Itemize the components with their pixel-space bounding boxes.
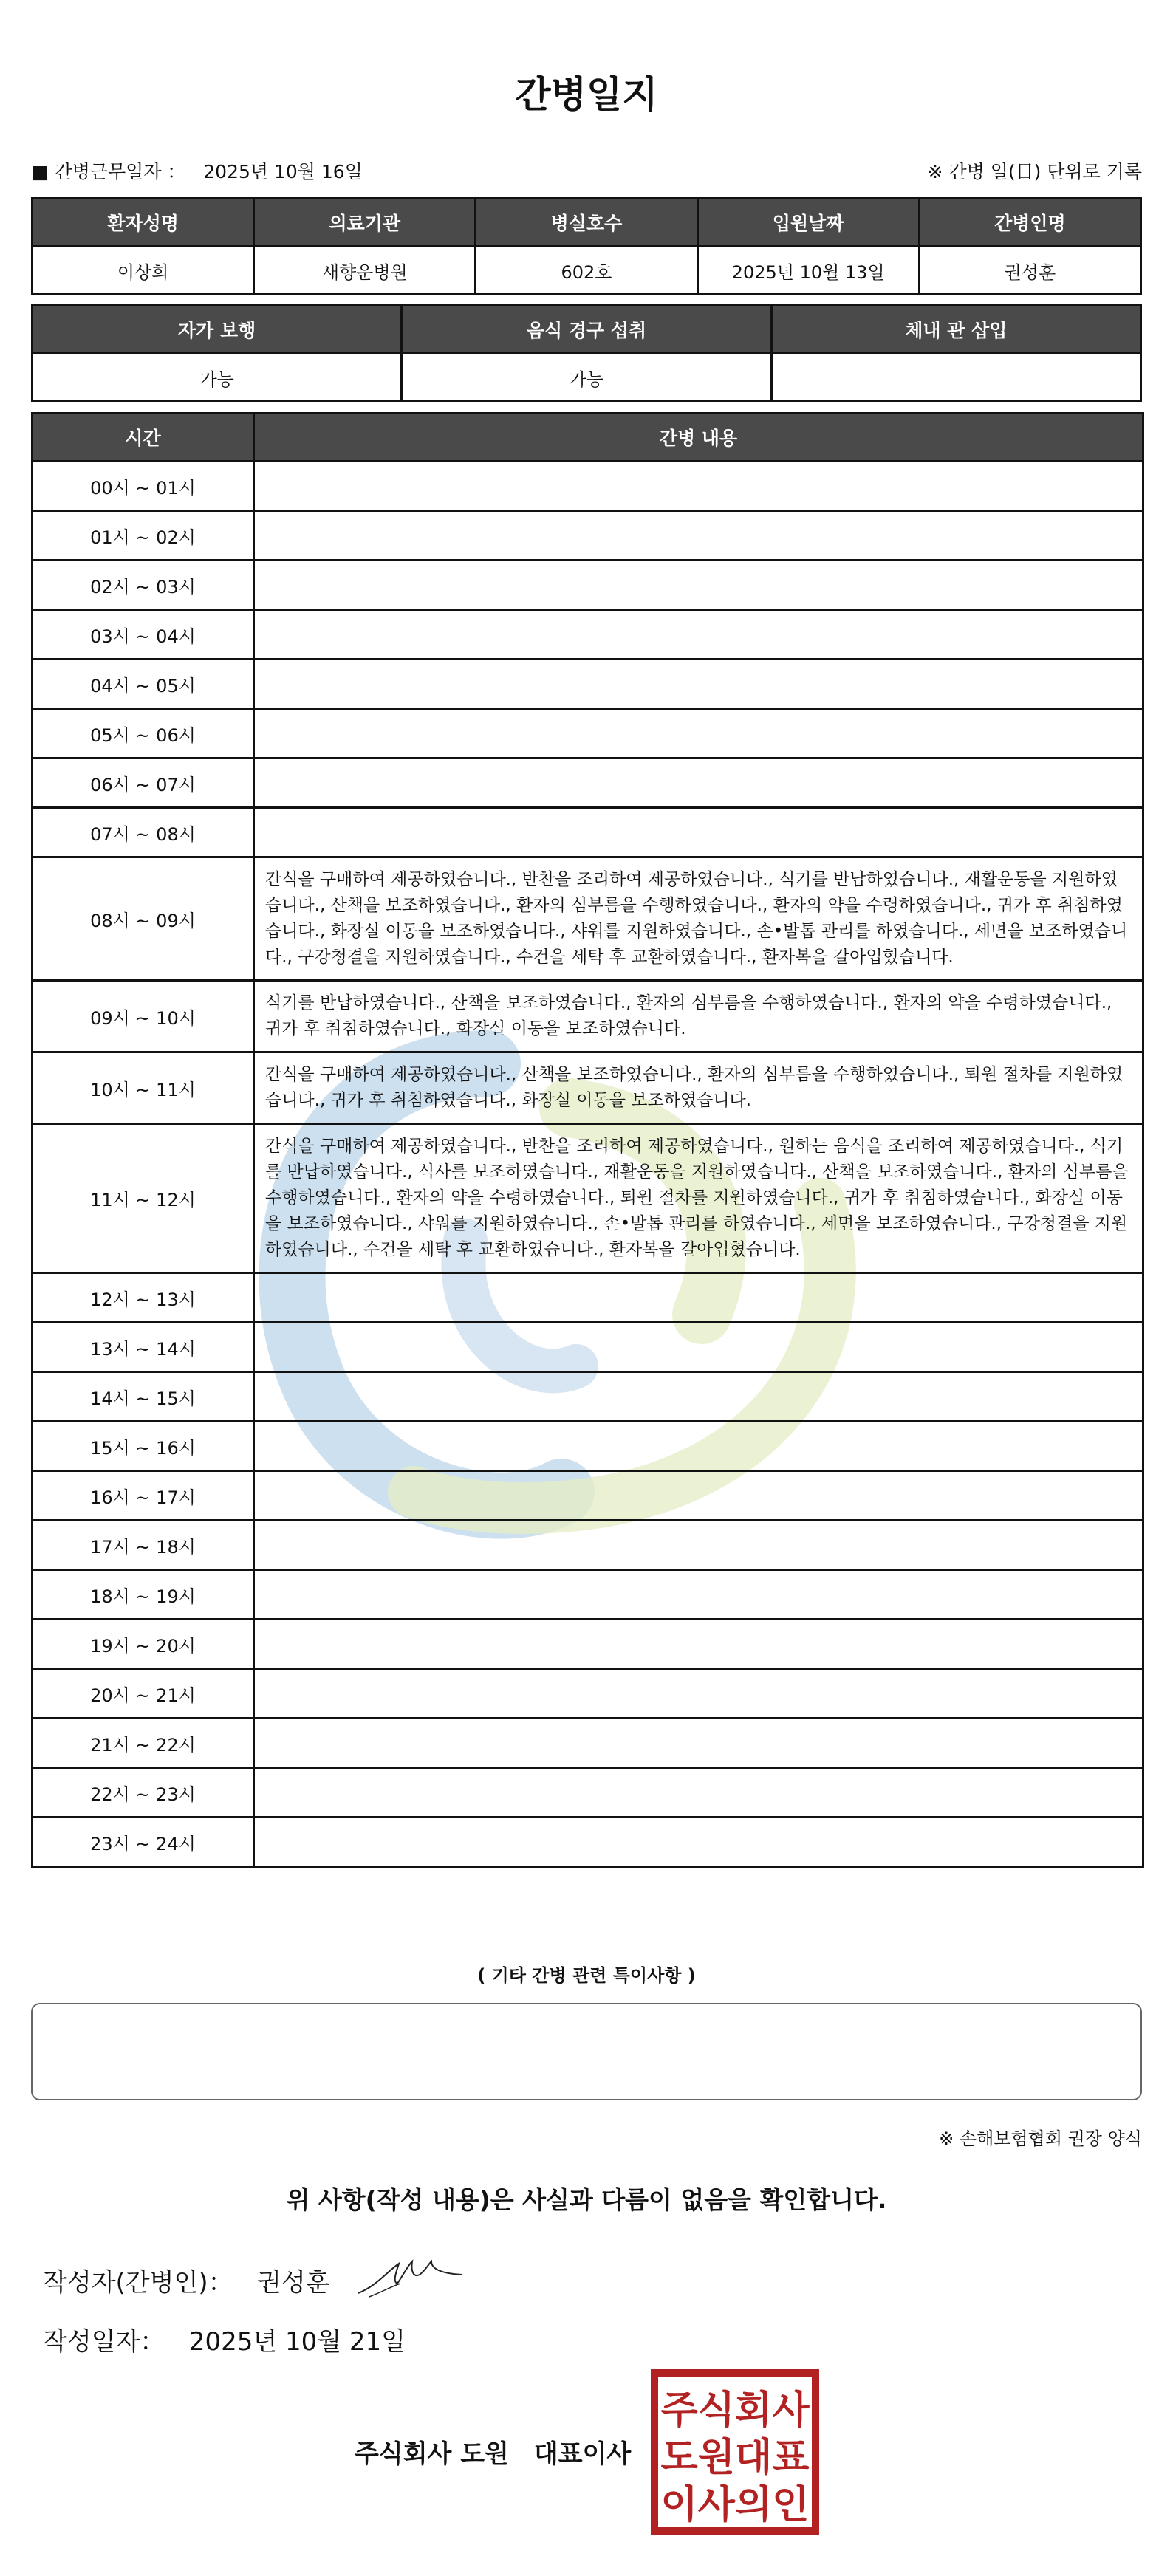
patient-info-table bbox=[31, 197, 1142, 295]
table-row bbox=[33, 1570, 1143, 1620]
row-time: 01시 ~ 02시 bbox=[33, 511, 254, 561]
table-row bbox=[33, 561, 1143, 610]
row-care-content bbox=[254, 610, 1143, 660]
written-date-line bbox=[43, 2321, 406, 2357]
tube-insertion-value bbox=[771, 354, 1140, 402]
header-patient-name: 환자성명 bbox=[33, 199, 254, 247]
table-row bbox=[33, 610, 1143, 660]
row-time: 07시 ~ 08시 bbox=[33, 808, 254, 857]
hospital-name: 새향운병원 bbox=[254, 247, 476, 295]
row-time: 09시 ~ 10시 bbox=[33, 981, 254, 1052]
row-care-content bbox=[254, 1818, 1143, 1867]
table-row bbox=[33, 1052, 1143, 1124]
row-time: 20시 ~ 21시 bbox=[33, 1669, 254, 1719]
row-care-content bbox=[254, 1669, 1143, 1719]
patient-status-table bbox=[31, 304, 1142, 402]
row-care-content: 간식을 구매하여 제공하였습니다., 산책을 보조하였습니다., 환자의 심부름을 수행하였습니다., 퇴원 절차를 지원하였습니다., 귀가 후 취침하였습니다., 화장실 이동을 보조하였습니다. bbox=[254, 1052, 1143, 1124]
row-time: 13시 ~ 14시 bbox=[33, 1323, 254, 1372]
written-date-label: 작성일자： bbox=[43, 2327, 165, 2357]
row-care-content: 간식을 구매하여 제공하였습니다., 반찬을 조리하여 제공하였습니다., 원하는 음식을 조리하여 제공하였습니다., 식기를 반납하였습니다., 식사를 보조하였습니다., 재활운동을 지원하였습니다., 산책을 보조하였습니다., 환자의 심부름을 수행하였습니다., 환자의 약을 수령하였습니다., 퇴원 절차를 지원하였습니다., 귀가 후 취침하였습니다., 화장실 이동을 보조하였습니다., 샤워를 지원하였습니다., 손•발톱 관리를 하였습니다., 세면을 보조하였습니다., 구강청결을 지원하였습니다., 수건을 세탁 후 교환하였습니다., 환자복을 갈아입혔습니다. bbox=[254, 1124, 1143, 1273]
remarks-title: ( 기타 간병 관련 특이사항 ) bbox=[477, 1965, 696, 1986]
table-row bbox=[33, 1372, 1143, 1422]
recommended-form-note: ※ 손해보험협회 권장 양식 bbox=[939, 2128, 1142, 2149]
admission-date: 2025년 10월 13일 bbox=[697, 247, 919, 295]
signature-image bbox=[355, 2245, 465, 2304]
table-row bbox=[33, 758, 1143, 808]
row-care-content bbox=[254, 1471, 1143, 1521]
row-care-content bbox=[254, 462, 1143, 511]
table-row bbox=[33, 511, 1143, 561]
table-row bbox=[33, 1719, 1143, 1768]
row-time: 10시 ~ 11시 bbox=[33, 1052, 254, 1124]
table-row bbox=[33, 1471, 1143, 1521]
table-row bbox=[33, 1124, 1143, 1273]
care-log-body bbox=[33, 462, 1143, 1867]
row-care-content bbox=[254, 1768, 1143, 1818]
header-care-content: 간병 내용 bbox=[254, 414, 1143, 462]
self-walking-value: 가능 bbox=[33, 354, 402, 402]
row-time: 11시 ~ 12시 bbox=[33, 1124, 254, 1273]
header-hospital: 의료기관 bbox=[254, 199, 476, 247]
table-row bbox=[33, 1521, 1143, 1570]
unit-note: ※ 간병 일(日) 단위로 기록 bbox=[927, 161, 1142, 182]
row-time: 23시 ~ 24시 bbox=[33, 1818, 254, 1867]
table-row bbox=[33, 857, 1143, 981]
table-row bbox=[33, 1818, 1143, 1867]
table-row bbox=[33, 1422, 1143, 1471]
row-care-content: 식기를 반납하였습니다., 산책을 보조하였습니다., 환자의 심부름을 수행하였습니다., 환자의 약을 수령하였습니다., 귀가 후 취침하였습니다., 화장실 이동을 보조하였습니다. bbox=[254, 981, 1143, 1052]
row-time: 05시 ~ 06시 bbox=[33, 709, 254, 758]
table-row bbox=[33, 1323, 1143, 1372]
table-row bbox=[33, 1273, 1143, 1323]
table-row bbox=[33, 660, 1143, 709]
header-oral-intake: 음식 경구 섭취 bbox=[402, 306, 771, 354]
remarks-box bbox=[31, 2003, 1142, 2100]
work-date bbox=[31, 157, 363, 184]
header-time: 시간 bbox=[33, 414, 254, 462]
table-row bbox=[33, 462, 1143, 511]
row-time: 16시 ~ 17시 bbox=[33, 1471, 254, 1521]
table-row bbox=[33, 709, 1143, 758]
row-time: 06시 ~ 07시 bbox=[33, 758, 254, 808]
table-row bbox=[33, 1669, 1143, 1719]
header-tube-insertion: 체내 관 삽입 bbox=[771, 306, 1140, 354]
row-time: 04시 ~ 05시 bbox=[33, 660, 254, 709]
row-care-content bbox=[254, 1422, 1143, 1471]
oral-intake-value: 가능 bbox=[402, 354, 771, 402]
seal-line-3: 이사의인 bbox=[660, 2483, 810, 2527]
work-date-value: 2025년 10월 16일 bbox=[203, 161, 363, 182]
table-row bbox=[33, 808, 1143, 857]
row-time: 18시 ~ 19시 bbox=[33, 1570, 254, 1620]
row-care-content bbox=[254, 561, 1143, 610]
company-representative: 주식회사 도원 대표이사 bbox=[355, 2439, 632, 2469]
row-care-content bbox=[254, 1719, 1143, 1768]
row-care-content bbox=[254, 1372, 1143, 1422]
table-row bbox=[33, 1620, 1143, 1669]
written-date-value: 2025년 10월 21일 bbox=[188, 2327, 406, 2357]
header-caregiver-name: 간병인명 bbox=[919, 199, 1140, 247]
confirmation-statement: 위 사항(작성 내용)은 사실과 다름이 없음을 확인합니다. bbox=[286, 2185, 887, 2214]
writer-name: 권성훈 bbox=[257, 2268, 330, 2298]
row-time: 15시 ~ 16시 bbox=[33, 1422, 254, 1471]
row-care-content bbox=[254, 1570, 1143, 1620]
row-care-content bbox=[254, 758, 1143, 808]
row-time: 00시 ~ 01시 bbox=[33, 462, 254, 511]
writer-line bbox=[43, 2262, 330, 2298]
header-room: 병실호수 bbox=[476, 199, 697, 247]
row-care-content bbox=[254, 1323, 1143, 1372]
writer-label: 작성자(간병인)： bbox=[43, 2268, 233, 2298]
row-time: 22시 ~ 23시 bbox=[33, 1768, 254, 1818]
row-care-content bbox=[254, 1521, 1143, 1570]
page-title: 간병일지 bbox=[515, 73, 658, 116]
room-number: 602호 bbox=[476, 247, 697, 295]
table-row bbox=[33, 1768, 1143, 1818]
header-admission-date: 입원날짜 bbox=[697, 199, 919, 247]
row-care-content bbox=[254, 709, 1143, 758]
row-time: 19시 ~ 20시 bbox=[33, 1620, 254, 1669]
header-self-walking: 자가 보행 bbox=[33, 306, 402, 354]
row-care-content bbox=[254, 1620, 1143, 1669]
row-care-content bbox=[254, 808, 1143, 857]
row-care-content bbox=[254, 1273, 1143, 1323]
row-care-content bbox=[254, 511, 1143, 561]
row-time: 21시 ~ 22시 bbox=[33, 1719, 254, 1768]
patient-name: 이상희 bbox=[33, 247, 254, 295]
row-time: 02시 ~ 03시 bbox=[33, 561, 254, 610]
caregiver-name: 권성훈 bbox=[919, 247, 1140, 295]
seal-line-1: 주식회사 bbox=[660, 2388, 810, 2433]
row-time: 14시 ~ 15시 bbox=[33, 1372, 254, 1422]
row-time: 17시 ~ 18시 bbox=[33, 1521, 254, 1570]
seal-line-2: 도원대표 bbox=[660, 2436, 810, 2480]
row-care-content: 간식을 구매하여 제공하였습니다., 반찬을 조리하여 제공하였습니다., 식기를 반납하였습니다., 재활운동을 지원하였습니다., 산책을 보조하였습니다., 환자의 심부름을 수행하였습니다., 환자의 약을 수령하였습니다., 귀가 후 취침하였습니다., 화장실 이동을 보조하였습니다., 샤워를 지원하였습니다., 손•발톱 관리를 하였습니다., 세면을 보조하였습니다., 구강청결을 지원하였습니다., 수건을 세탁 후 교환하였습니다., 환자복을 갈아입혔습니다. bbox=[254, 857, 1143, 981]
company-seal bbox=[650, 2368, 820, 2535]
table-row bbox=[33, 981, 1143, 1052]
care-log-table bbox=[31, 412, 1144, 1868]
work-date-label: ■ 간병근무일자 ： bbox=[31, 161, 186, 182]
row-time: 08시 ~ 09시 bbox=[33, 857, 254, 981]
row-time: 03시 ~ 04시 bbox=[33, 610, 254, 660]
row-time: 12시 ~ 13시 bbox=[33, 1273, 254, 1323]
row-care-content bbox=[254, 660, 1143, 709]
